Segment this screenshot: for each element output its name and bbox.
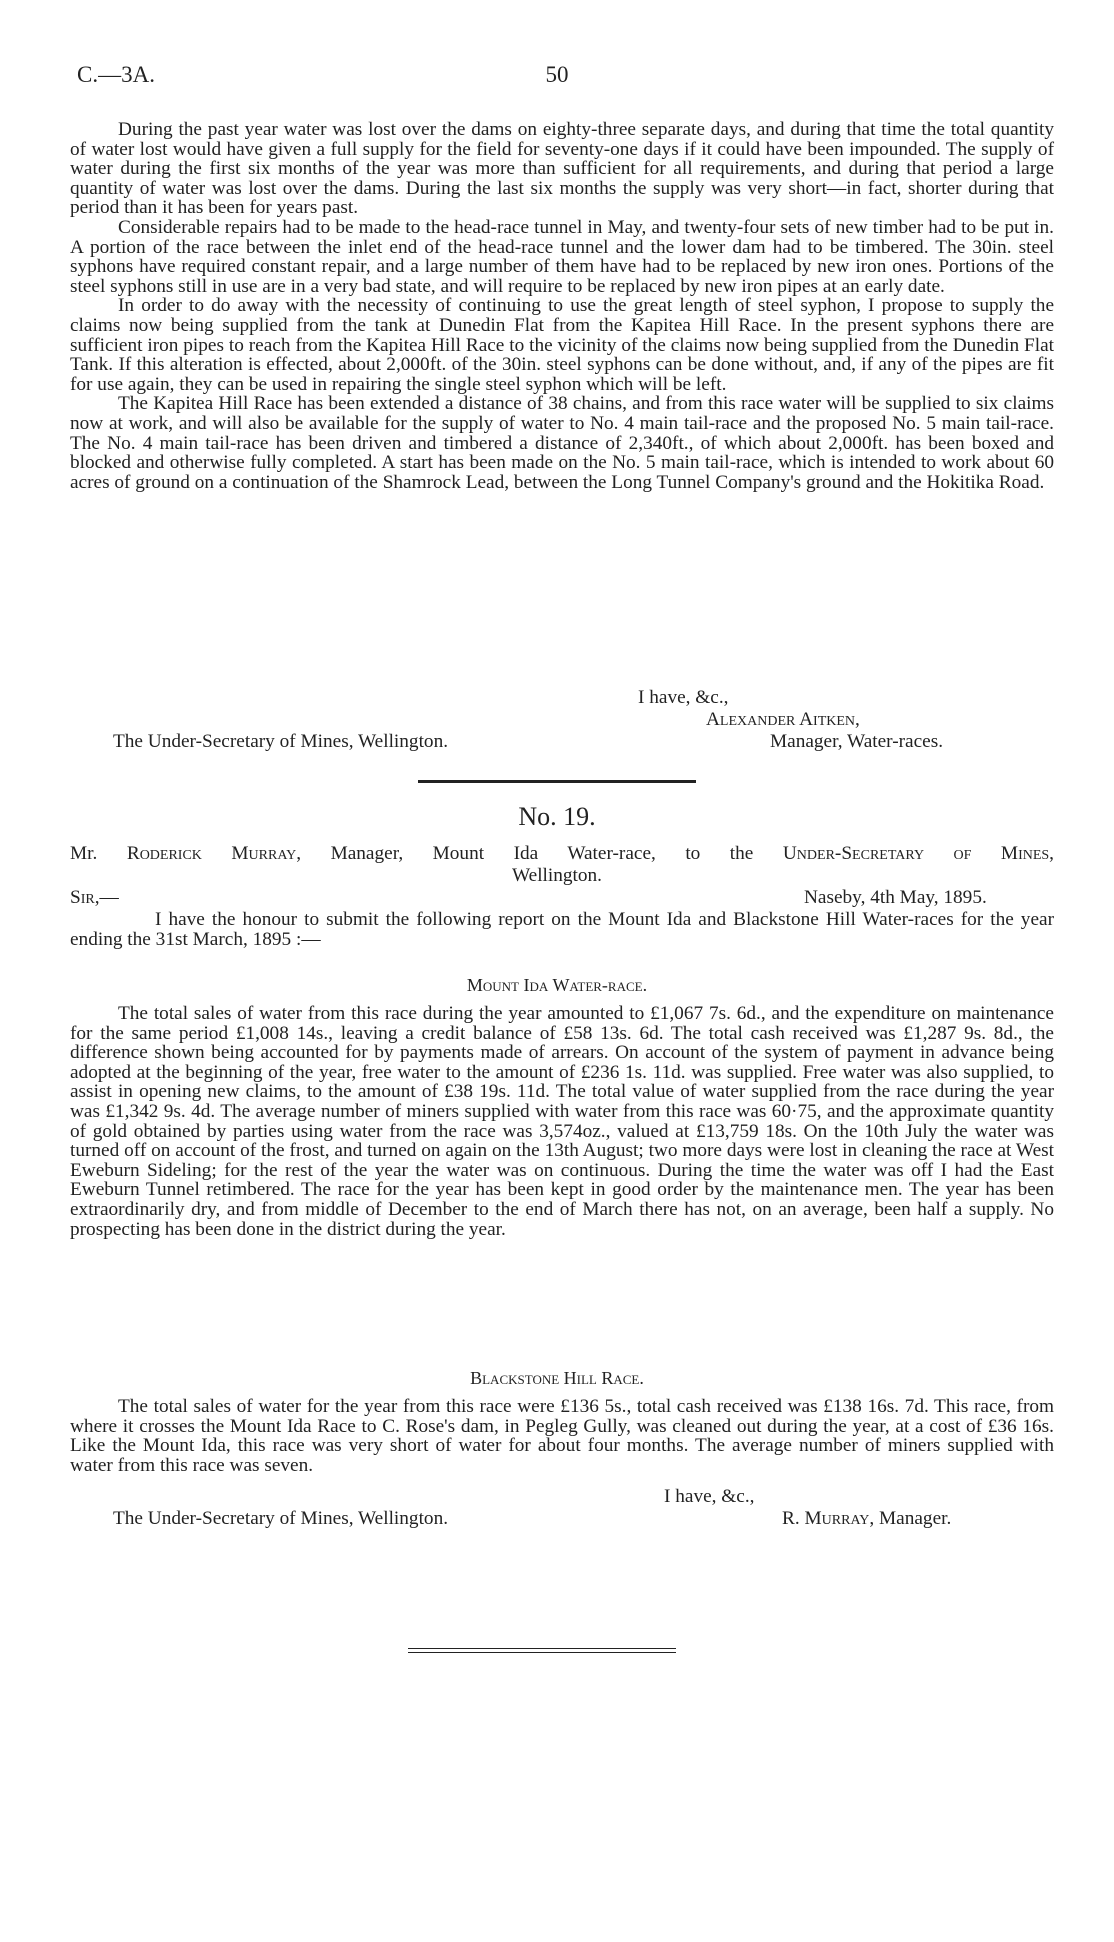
- section-heading-mount-ida: Mount Ida Water-race.: [466, 975, 648, 995]
- end-rule: [408, 1652, 676, 1653]
- intro-report-body: [70, 120, 1054, 492]
- paragraph: The total sales of water from this race during the year amounted to £1,067 7s. 6d., and the expenditure on maintenance for the same period £1,008 14s., leaving a credit balance of £58 13s. 6d. The total cash received was £1,287 9s. 8d., the difference shown being accounted for by payments made of arrears. On account of the system of payment in advance being adopted at the beginning of the year, free water to the amount of £236 1s. 11d. was supplied. Free water was also supplied, to assist in opening new claims, to the amount of £38 19s. 11d. The total value of water supplied from the race during the year was £1,342 9s. 4d. The average number of miners supplied with water from this race was 60·75, and the approximate quantity of gold obtained by parties using water from the race was 3,574oz., valued at £13,759 18s. On the 10th July the water was turned off on account of the frost, and turned on again on the 13th August; two more days were lost in cleaning the race at West Eweburn Sideling; for the rest of the year the water was on continuous. During the time the water was off I had the East Eweburn Tunnel retimbered. The race for the year has been kept in good order by the maintenance men. The year has been extraordinarily dry, and from middle of December to the end of March there has not, on an average, been half a supply. No prospecting has been done in the district during the year.: [70, 1003, 1054, 1240]
- section-heading-blackstone: Blackstone Hill Race.: [470, 1368, 644, 1388]
- end-rule: [408, 1648, 676, 1649]
- paragraph: I have the honour to submit the following report on the Mount Ida and Blackstone Hill Water-races for the year ending the 31st March, 1895 :—: [70, 909, 1054, 950]
- closing-phrase: I have, &c.,: [638, 687, 729, 708]
- addressee: The Under-Secretary of Mines, Wellington.: [113, 731, 449, 752]
- signatory-initial: R.: [782, 1508, 800, 1529]
- paragraph: The Kapitea Hill Race has been extended a distance of 38 chains, and from this race water will be supplied to six claims now at work, and will also be available for the supply of water to No. 4 main tail-race and the proposed No. 5 main tail-race. The No. 4 main tail-race has been driven and timbered a distance of 2,340ft., of which about 2,000ft. has been boxed and blocked and otherwise fully completed. A start has been made on the No. 5 main tail-race, which is intended to work about 60 acres of ground on a continuation of the Shamrock Lead, between the Long Tunnel Company's ground and the Hokitika Road.: [70, 393, 1054, 493]
- sender-description: Manager, Mount Ida Water-race, to the: [330, 843, 754, 864]
- signatory-title: Manager, Water-races.: [770, 731, 944, 752]
- recipient-place: Wellington.: [511, 865, 603, 886]
- sender-name: Roderick Murray,: [126, 843, 302, 864]
- paragraph: The total sales of water for the year from this race were £136 5s., total cash received was £138 16s. 7d. This race, from where it crosses the Mount Ida Race to C. Rose's dam, in Pegleg Gully, was cleaned out during the year, at a cost of £36 16s. Like the Mount Ida, this race was very short of water for about four months. The average number of miners supplied with water from this race was seven.: [70, 1396, 1054, 1476]
- signatory: [782, 1508, 951, 1530]
- addressee: The Under-Secretary of Mines, Wellington.: [113, 1508, 449, 1529]
- letter-number: No. 19.: [518, 802, 596, 831]
- signatory-title: Manager.: [879, 1508, 952, 1529]
- recipient-name: Under-Secretary of Mines,: [782, 843, 1055, 864]
- section-divider: [418, 780, 696, 783]
- document-reference: C.—3A.: [77, 62, 155, 87]
- blackstone-body: [70, 1397, 1054, 1475]
- paragraph: In order to do away with the necessity of continuing to use the great length of steel syphon, I propose to supply the claims now being supplied from the tank at Dunedin Flat from the Kapitea Hill Race. In the present syphons there are sufficient iron pipes to reach from the Kapitea Hill Race to the vicinity of the claims now being supplied from the Dunedin Flat Tank. If this alteration is effected, about 2,000ft. of the 30in. steel syphons can be done without, and, if any of the pipes are fit for use again, they can be used in repairing the single steel syphon which will be left.: [70, 295, 1054, 395]
- place-date: Naseby, 4th May, 1895.: [804, 887, 987, 908]
- signatory-name: Alexander Aitken,: [706, 709, 860, 730]
- closing-phrase: I have, &c.,: [664, 1486, 755, 1507]
- signatory-name: Murray,: [804, 1508, 875, 1529]
- mount-ida-body: [70, 1004, 1054, 1239]
- opening-paragraph: [70, 910, 1054, 949]
- letter-header-line: [70, 843, 1054, 865]
- paragraph: During the past year water was lost over the dams on eighty-three separate days, and during that time the total quantity of water lost would have given a full supply for the field for seventy-one days if it could have been impounded. The supply of water during the first six months of the year was more than sufficient for all requirements, and during that period a large quantity of water was lost over the dams. During the last six months the supply was very short—in fact, shorter during that period than it has been for years past.: [70, 119, 1054, 219]
- from-prefix: Mr.: [70, 843, 98, 864]
- page-number: 50: [545, 62, 569, 87]
- salutation: Sir,—: [70, 887, 119, 908]
- paragraph: Considerable repairs had to be made to the head-race tunnel in May, and twenty-four sets of new timber had to be put in. A portion of the race between the inlet end of the head-race tunnel and the lower dam had to be timbered. The 30in. steel syphons have required constant repair, and a large number of them have had to be replaced by new iron ones. Portions of the steel syphons still in use are in a very bad state, and will require to be replaced by new iron pipes at an early date.: [70, 216, 1054, 297]
